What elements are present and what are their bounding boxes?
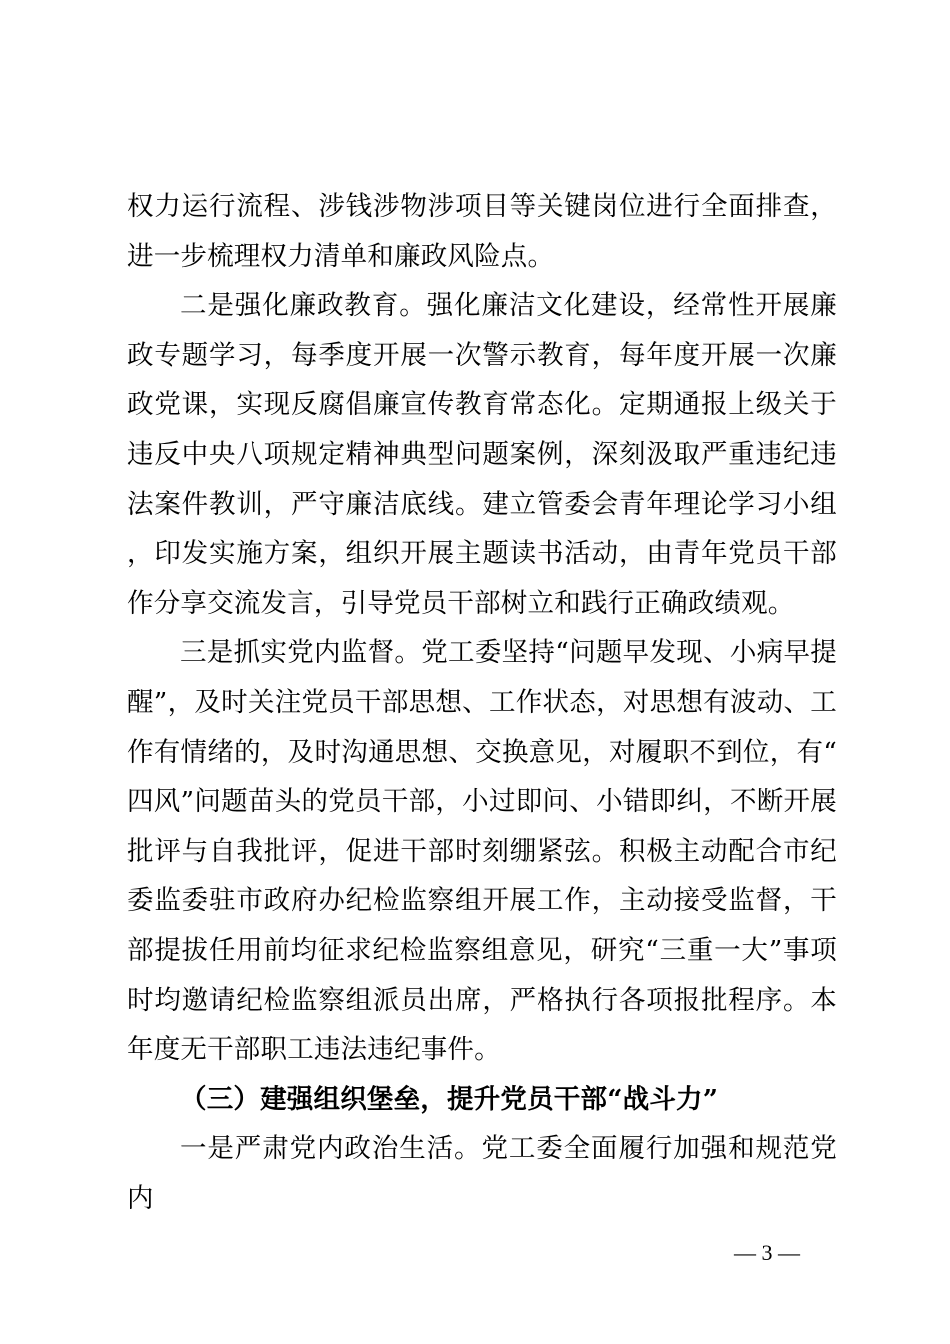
paragraph-continuation: 权力运行流程、涉钱涉物涉项目等关键岗位进行全面排查，进一步梳理权力清单和廉政风险点。 bbox=[127, 191, 837, 272]
document-body bbox=[127, 182, 837, 1223]
paragraph-political-life: 一是严肃党内政治生活。党工委全面履行加强和规范党内 bbox=[127, 1133, 837, 1214]
section-heading: （三）建强组织堡垒，提升党员干部“战斗力” bbox=[180, 1083, 719, 1115]
page-number: — 3 — bbox=[734, 1240, 800, 1265]
paragraph-integrity-education: 二是强化廉政教育。强化廉洁文化建设，经常性开展廉政专题学习，每季度开展一次警示教育，每年度开展一次廉政党课，实现反腐倡廉宣传教育常态化。定期通报上级关于违反中央八项规定精神典型问题案例，深刻汲取严重违纪违法案件教训，严守廉洁底线。建立管委会青年理论学习小组，印发实施方案，组织开展主题读书活动，由青年党员干部作分享交流发言，引导党员干部树立和践行正确政绩观。 bbox=[127, 290, 837, 619]
paragraph-party-supervision: 三是抓实党内监督。党工委坚持“问题早发现、小病早提醒”，及时关注党员干部思想、工作状态，对思想有波动、工作有情绪的，及时沟通思想、交换意见，对履职不到位，有“四风”问题苗头的党员干部，小过即问、小错即纠，不断开展批评与自我批评，促进干部时刻绷紧弦。积极主动配合市纪委监委驻市政府办纪检监察组开展工作，主动接受监督，干部提拔任用前均征求纪检监察组意见，研究“三重一大”事项时均邀请纪检监察组派员出席，严格执行各项报批程序。本年度无干部职工违法违纪事件。 bbox=[127, 637, 837, 1066]
